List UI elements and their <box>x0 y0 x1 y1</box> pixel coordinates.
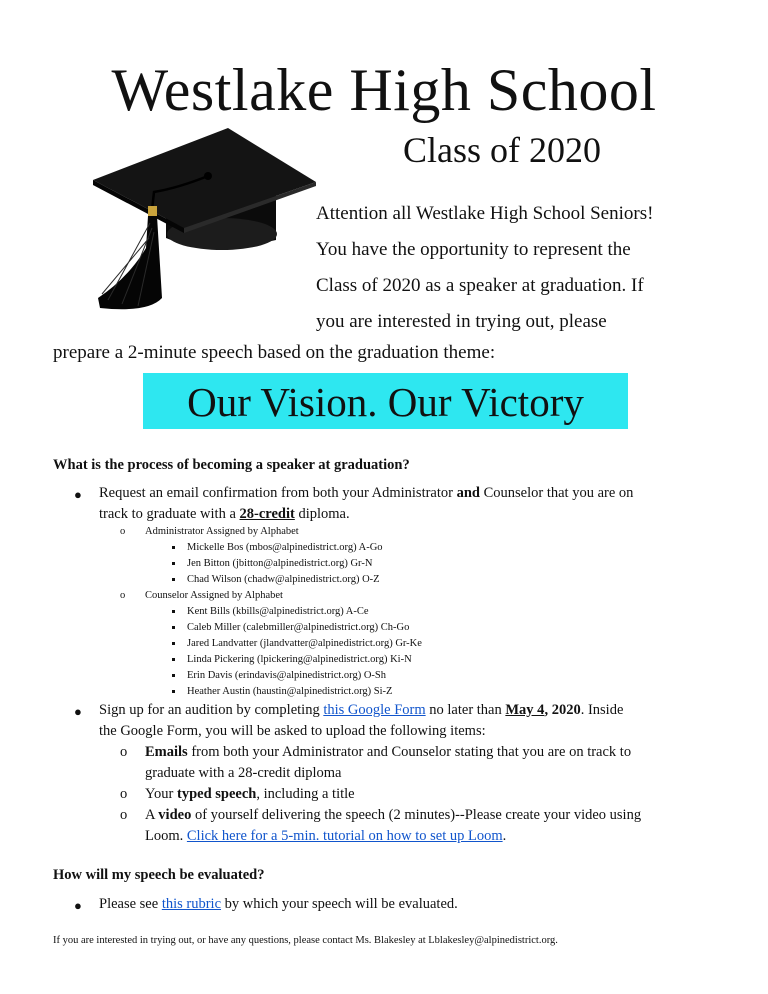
bullet-dot-icon: ● <box>74 704 82 719</box>
sub-bullet-marker: o <box>120 807 128 823</box>
admin-group-label: Administrator Assigned by Alphabet <box>145 526 299 537</box>
sub-bullet-marker: o <box>120 744 128 760</box>
intro-line: you are interested in trying out, please <box>316 311 607 332</box>
bullet-rubric: Please see this rubric by which your speech will be evaluated. <box>99 896 458 912</box>
evaluation-heading: How will my speech be evaluated? <box>53 867 265 883</box>
list-item: Erin Davis (erindavis@alpinedistrict.org) O-Sh <box>172 668 422 684</box>
list-item: Jen Bitton (jbitton@alpinedistrict.org) Gr-N <box>172 556 383 572</box>
sub-bullet-marker: o <box>120 590 126 601</box>
sub-bullet-marker: o <box>120 786 128 802</box>
counselor-group-label: Counselor Assigned by Alphabet <box>145 590 283 601</box>
credit-requirement: 28-credit <box>239 506 295 522</box>
list-item: Heather Austin (haustin@alpinedistrict.org) Si-Z <box>172 684 422 700</box>
intro-continuation: prepare a 2-minute speech based on the graduation theme: <box>53 342 496 363</box>
upload-item-speech: Your typed speech, including a title <box>145 786 355 802</box>
bullet-request-confirmation: Request an email confirmation from both your Administrator and Counselor that you are on track to graduate with a 28-credit diploma. <box>99 485 634 522</box>
google-form-link[interactable]: this Google Form <box>323 702 426 718</box>
intro-line: You have the opportunity to represent the <box>316 239 631 260</box>
list-item: Linda Pickering (lpickering@alpinedistrict.org) Ki-N <box>172 652 422 668</box>
bullet-sign-up: Sign up for an audition by completing this Google Form no later than May 4, 2020. Inside the Google Form, you will be asked to upload the following items: <box>99 702 624 739</box>
deadline-date: May 4 <box>505 702 545 718</box>
list-item: Caleb Miller (calebmiller@alpinedistrict.org) Ch-Go <box>172 620 422 636</box>
page-subtitle: Class of 2020 <box>403 130 601 170</box>
bullet-dot-icon: ● <box>74 898 82 913</box>
upload-item-video: A video of yourself delivering the speech (2 minutes)--Please create your video using Loom. Click here for a 5-min. tutorial on how to set up Loom. <box>145 807 642 844</box>
counselor-list <box>172 604 422 700</box>
upload-item-emails: Emails from both your Administrator and Counselor stating that you are on track to graduate with a 28-credit diploma <box>145 744 632 781</box>
list-item: Mickelle Bos (mbos@alpinedistrict.org) A-Go <box>172 540 383 556</box>
page-title: Westlake High School <box>111 57 657 123</box>
loom-tutorial-link[interactable]: Click here for a 5-min. tutorial on how to set up Loom <box>186 828 503 844</box>
intro-paragraph <box>316 196 756 340</box>
contact-footer: If you are interested in trying out, or have any questions, please contact Ms. Blakesley at Lblakesley@alpinedistrict.org. <box>53 935 558 946</box>
bullet-dot-icon: ● <box>74 487 82 502</box>
process-heading: What is the process of becoming a speaker at graduation? <box>53 457 410 473</box>
graduation-cap-icon <box>88 128 318 318</box>
admin-list <box>172 540 383 588</box>
sub-bullet-marker: o <box>120 526 126 537</box>
list-item: Chad Wilson (chadw@alpinedistrict.org) O-Z <box>172 572 383 588</box>
list-item: Jared Landvatter (jlandvatter@alpinedistrict.org) Gr-Ke <box>172 636 422 652</box>
intro-line: Class of 2020 as a speaker at graduation. If <box>316 275 644 296</box>
list-item: Kent Bills (kbills@alpinedistrict.org) A-Ce <box>172 604 422 620</box>
intro-line: Attention all Westlake High School Seniors! <box>316 203 654 224</box>
theme-banner: Our Vision. Our Victory <box>143 373 628 429</box>
rubric-link[interactable]: this rubric <box>161 896 222 912</box>
